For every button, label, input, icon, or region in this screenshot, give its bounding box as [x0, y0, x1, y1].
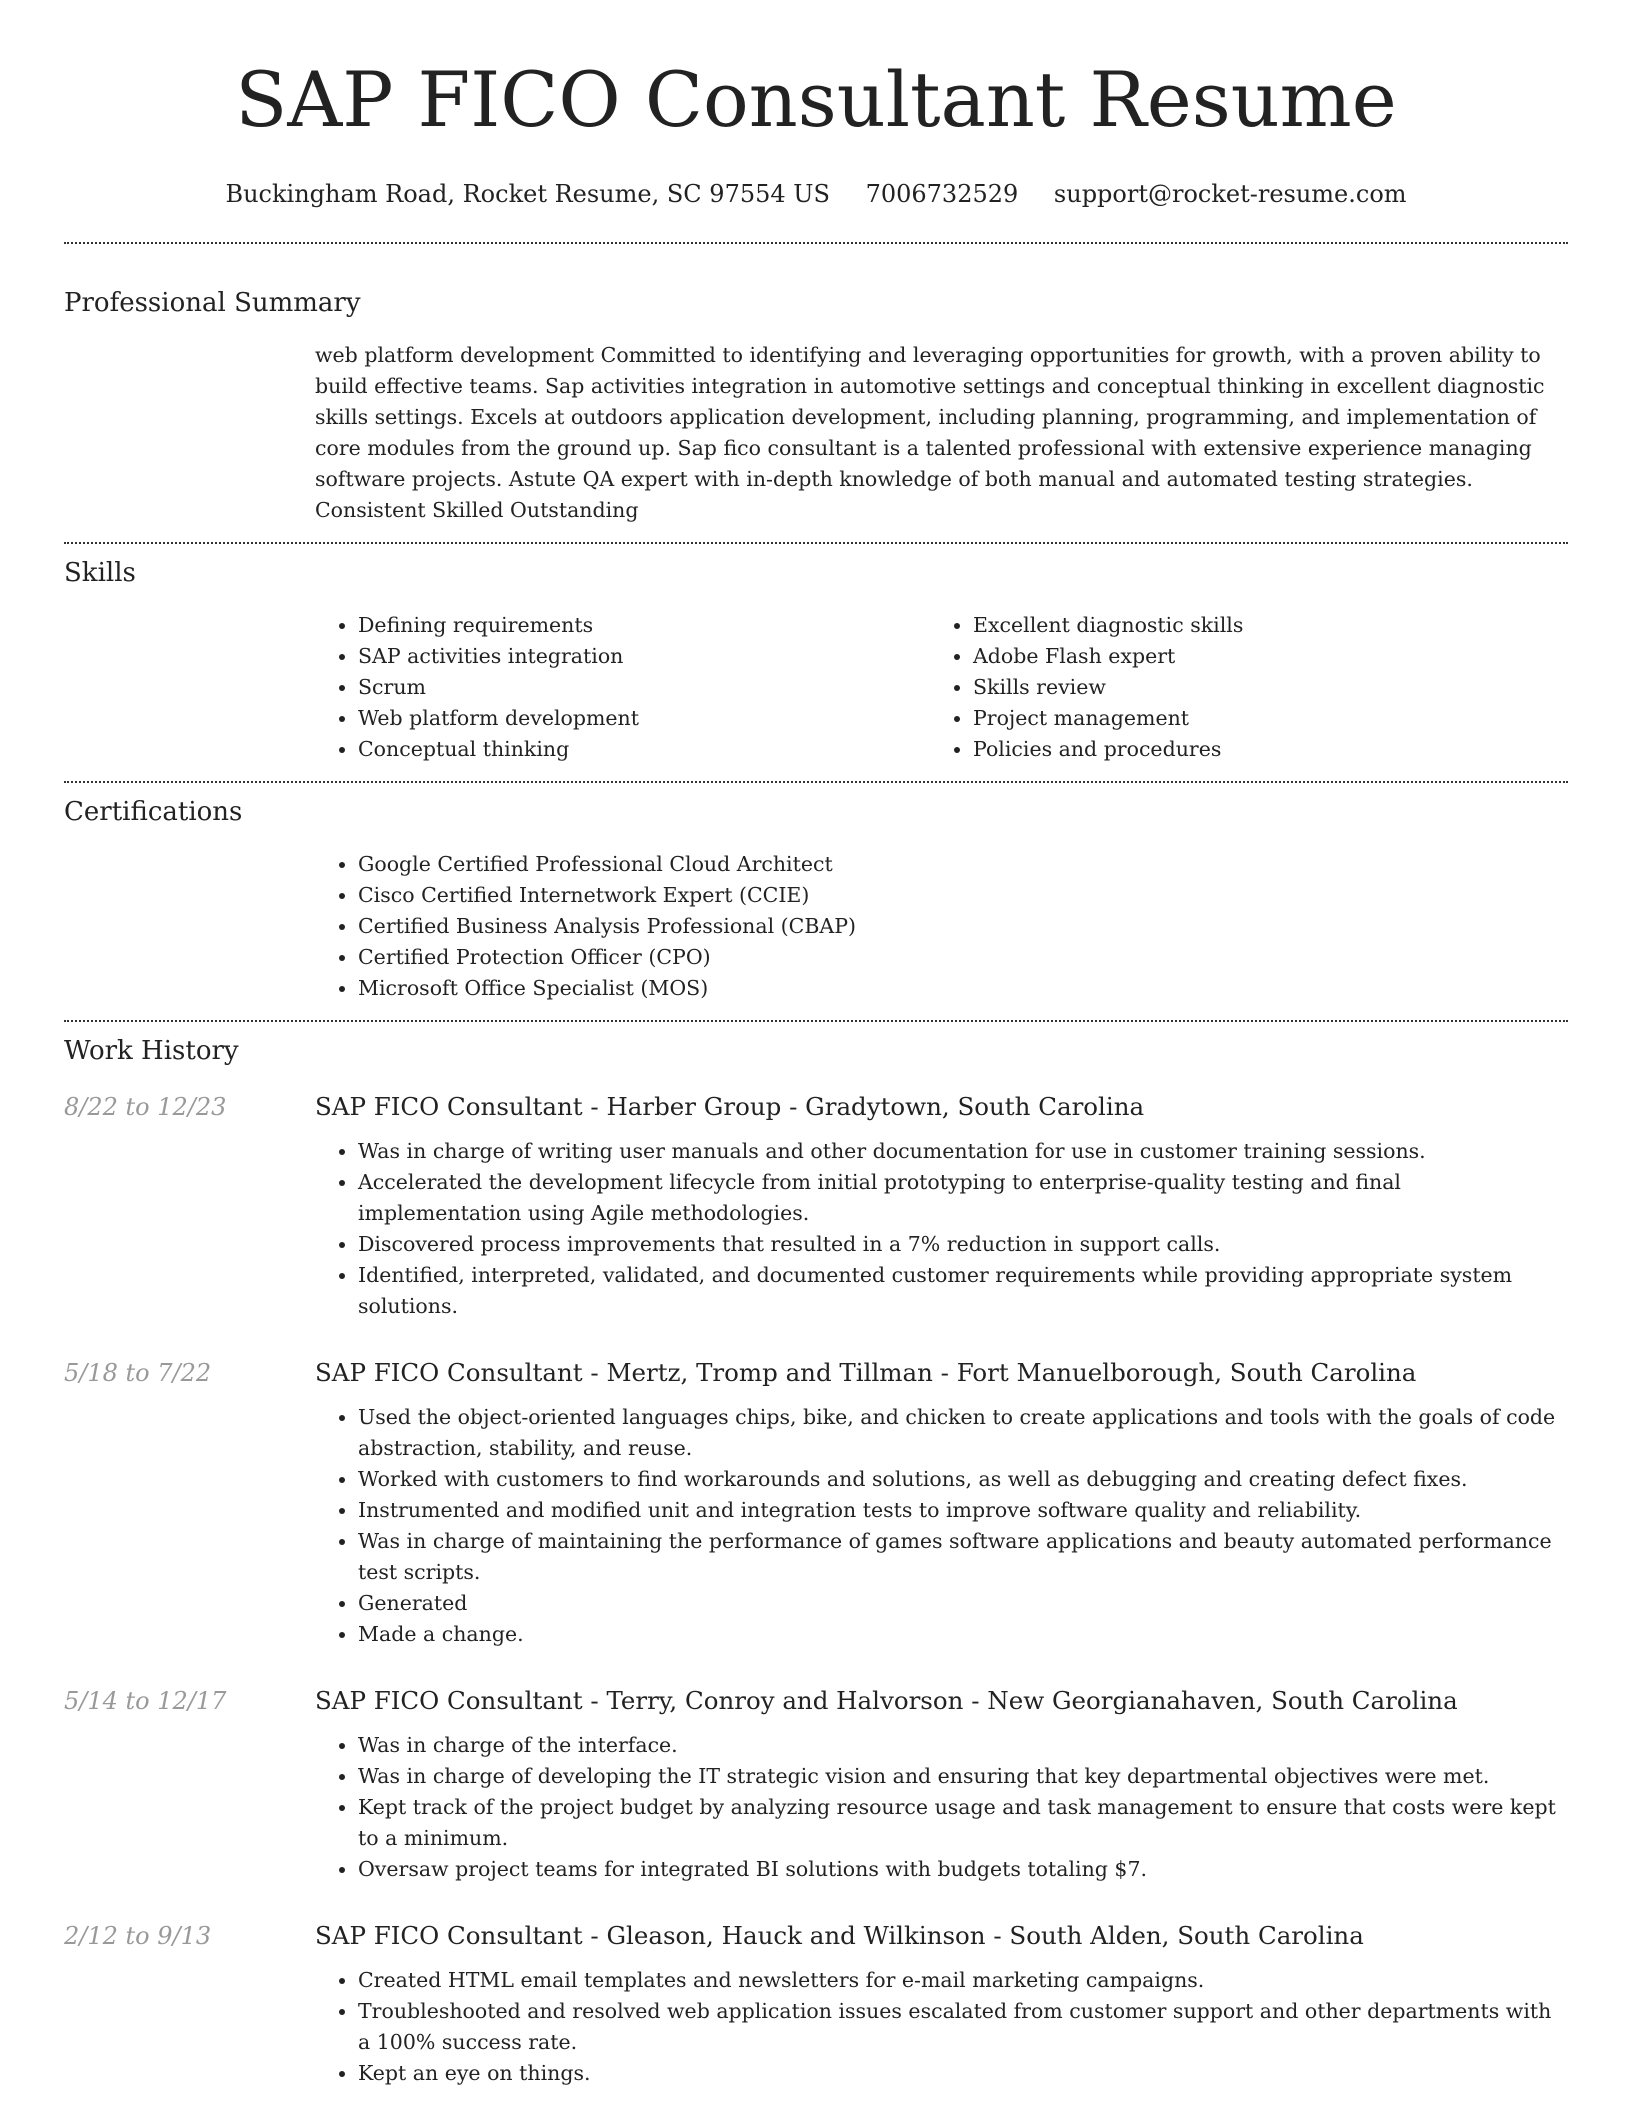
- job-bullet: • Kept an eye on things.: [358, 2058, 1568, 2089]
- job-bullets: [315, 1965, 1568, 2089]
- job-bullet: • Oversaw project teams for integrated BI solutions with budgets totaling $7.: [358, 1854, 1568, 1885]
- job-heading: SAP FICO Consultant - Gleason, Hauck and Wilkinson - South Alden, South Carolina: [315, 1921, 1364, 1950]
- job-bullet: • Troubleshooted and resolved web application issues escalated from customer support and other departments with a 100% success rate.: [358, 1996, 1568, 2058]
- section-title-work-history: Work History: [64, 1036, 239, 1066]
- job-dates: 8/22 to 12/23: [64, 1093, 227, 1121]
- job-entry: [64, 1356, 1568, 1650]
- certification-item: • Microsoft Office Specialist (MOS): [358, 973, 1568, 1004]
- certification-item: • Google Certified Professional Cloud Architect: [358, 849, 1568, 880]
- job-heading: SAP FICO Consultant - Harber Group - Gradytown, South Carolina: [315, 1092, 1145, 1121]
- job-bullet: • Made a change.: [358, 1619, 1568, 1650]
- skill-item: • Conceptual thinking: [358, 734, 930, 765]
- divider: [64, 781, 1568, 783]
- skills-list: [315, 610, 1568, 765]
- skill-item: • Defining requirements: [358, 610, 930, 641]
- skill-item: • Scrum: [358, 672, 930, 703]
- job-entry: [64, 1090, 1568, 1322]
- contact-address: Buckingham Road, Rocket Resume, SC 97554 US: [225, 180, 830, 208]
- section-title-summary: Professional Summary: [64, 288, 361, 318]
- contact-line: [64, 178, 1568, 210]
- job-bullet: • Was in charge of the interface.: [358, 1730, 1568, 1761]
- contact-phone: 7006732529: [865, 180, 1019, 208]
- job-entry: [64, 1919, 1568, 2089]
- skill-item: • Adobe Flash expert: [973, 641, 1545, 672]
- skill-item: • Web platform development: [358, 703, 930, 734]
- job-bullet: • Instrumented and modified unit and integration tests to improve software quality and reliability.: [358, 1495, 1568, 1526]
- job-heading: SAP FICO Consultant - Terry, Conroy and Halvorson - New Georgianahaven, South Carolina: [315, 1686, 1458, 1715]
- job-bullet: • Used the object-oriented languages chips, bike, and chicken to create applications and tools with the goals of code abstraction, stability, and reuse.: [358, 1402, 1568, 1464]
- section-title-certifications: Certifications: [64, 797, 243, 827]
- job-bullet: • Discovered process improvements that resulted in a 7% reduction in support calls.: [358, 1229, 1568, 1260]
- job-bullet: • Worked with customers to find workarounds and solutions, as well as debugging and creating defect fixes.: [358, 1464, 1568, 1495]
- section-title-skills: Skills: [64, 558, 136, 588]
- certifications-list: [315, 849, 1568, 1004]
- skills-column-left: [315, 610, 930, 765]
- skill-item: • Policies and procedures: [973, 734, 1545, 765]
- job-bullet: • Kept track of the project budget by analyzing resource usage and task management to ensure that costs were kept to a minimum.: [358, 1792, 1568, 1854]
- resume-title: SAP FICO Consultant Resume: [235, 55, 1397, 144]
- job-bullet: • Created HTML email templates and newsletters for e-mail marketing campaigns.: [358, 1965, 1568, 1996]
- job-bullet: • Was in charge of writing user manuals and other documentation for use in customer training sessions.: [358, 1136, 1568, 1167]
- job-dates: 5/18 to 7/22: [64, 1359, 212, 1387]
- job-bullet: • Accelerated the development lifecycle from initial prototyping to enterprise-quality testing and final implementation using Agile methodologies.: [358, 1167, 1568, 1229]
- skill-item: • SAP activities integration: [358, 641, 930, 672]
- job-bullets: [315, 1402, 1568, 1650]
- job-dates: 5/14 to 12/17: [64, 1687, 227, 1715]
- skill-item: • Project management: [973, 703, 1545, 734]
- job-dates: 2/12 to 9/13: [64, 1922, 212, 1950]
- certification-item: • Certified Business Analysis Professional (CBAP): [358, 911, 1568, 942]
- job-bullet: • Was in charge of developing the IT strategic vision and ensuring that key departmental objectives were met.: [358, 1761, 1568, 1792]
- job-entry: [64, 1684, 1568, 1885]
- certification-item: • Cisco Certified Internetwork Expert (CCIE): [358, 880, 1568, 911]
- job-heading: SAP FICO Consultant - Mertz, Tromp and Tillman - Fort Manuelborough, South Carolina: [315, 1358, 1417, 1387]
- divider: [64, 242, 1568, 244]
- certification-item: • Certified Protection Officer (CPO): [358, 942, 1568, 973]
- job-bullets: [315, 1136, 1568, 1322]
- skill-item: • Skills review: [973, 672, 1545, 703]
- skill-item: • Excellent diagnostic skills: [973, 610, 1545, 641]
- job-bullet: • Identified, interpreted, validated, and documented customer requirements while providing appropriate system solutions.: [358, 1260, 1568, 1322]
- job-bullets: [315, 1730, 1568, 1885]
- summary-text: web platform development Committed to identifying and leveraging opportunities for growth, with a proven ability to build effective teams. Sap activities integration in automotive settings and conceptual thinking in excellent diagnostic skills settings. Excels at outdoors application development, including planning, programming, and implementation of core modules from the ground up. Sap fico consultant is a talented professional with extensive experience managing software projects. Astute QA expert with in-depth knowledge of both manual and automated testing strategies. Consistent Skilled Outstanding: [315, 343, 1545, 522]
- contact-email: support@rocket-resume.com: [1053, 180, 1407, 208]
- divider: [64, 542, 1568, 544]
- job-bullet: • Was in charge of maintaining the performance of games software applications and beauty automated performance test scripts.: [358, 1526, 1568, 1588]
- job-bullet: • Generated: [358, 1588, 1568, 1619]
- divider: [64, 1020, 1568, 1022]
- skills-column-right: [930, 610, 1545, 765]
